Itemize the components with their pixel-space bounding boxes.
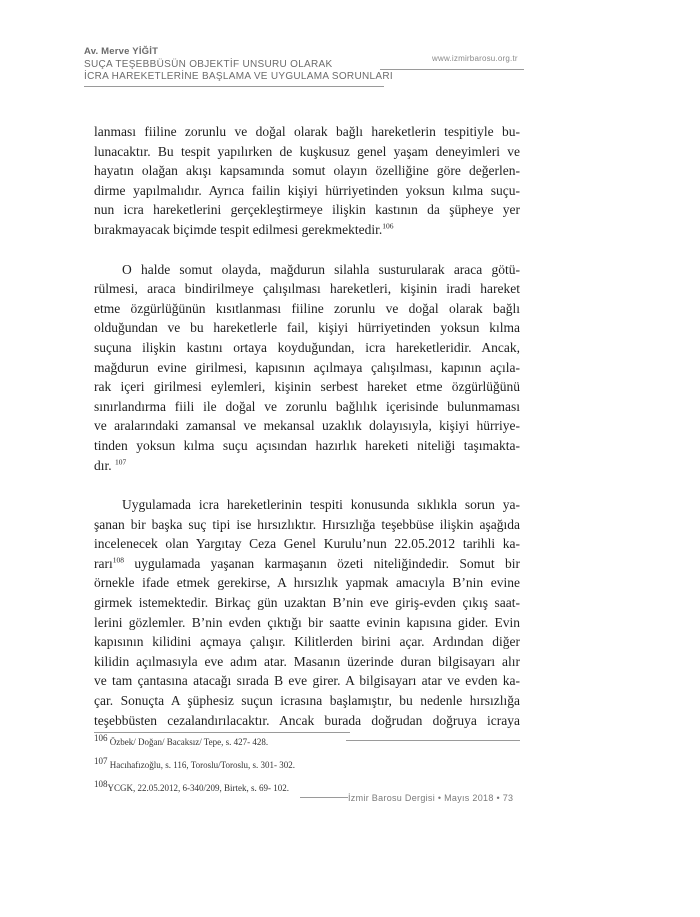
footnote-107 (94, 756, 514, 771)
text-line-prefix: rarı (94, 555, 113, 571)
text-line: dirme yapılmalıdır. Ayrıca failin kişiyi hürriyetinden yoksun kılma suçu- (94, 182, 520, 198)
text-line: lanması fiiline zorunlu ve doğal olarak bağlı hareketlerin tespitiyle bu- (94, 124, 520, 139)
author-name: Av. Merve YİĞİT (84, 46, 159, 57)
paragraph-3 (94, 495, 520, 730)
footnote-separator (94, 732, 350, 733)
article-title-line-2: İCRA HAREKETLERİNE BAŞLAMA VE UYGULAMA SORUNLARI (84, 71, 393, 82)
footnote-ref-107[interactable]: 107 (115, 457, 127, 466)
text-line: nun icra hareketlerini gerçekleştirmeye ilişkin kastının da şüpheye yer (94, 202, 520, 218)
footnote-text: YCGK, 22.05.2012, 6-340/209, Birtek, s. 69- 102. (107, 783, 289, 793)
text-line: şanan bir başka suç tipi ise hırsızlıktır. Hırsızlığa teşebbüse ilişkin aşağıda (94, 516, 520, 532)
text-line-content: dır. (94, 457, 112, 473)
footnote-ref-106[interactable]: 106 (382, 221, 394, 231)
footnote-number: 107 (94, 756, 108, 766)
footer-separator: • (496, 793, 500, 803)
text-line: kapısının kilidini açmaya çalışır. Kilitlerden birini açar. Ardından diğer (94, 634, 520, 650)
text-line: sınırlandırma fiili ile doğal ve zorunlu bağlılık içerisinde bulunmaması (94, 398, 520, 414)
text-line: incelenecek olan Yargıtay Ceza Genel Kurulu’nun 22.05.2012 tarihli ka- (94, 536, 520, 552)
text-line (94, 554, 520, 574)
article-title-line-1: SUÇA TEŞEBBÜSÜN OBJEKTİF UNSURU OLARAK (84, 59, 333, 70)
body-text (94, 122, 520, 730)
text-line: çar. Sonuçta A şüphesiz suçun icrasına başlamıştır, bu nedenle hırsızlığa (94, 693, 520, 709)
text-line: hayatın olağan akışı kapsamında somut olayın özelliğine göre değerlen- (94, 163, 520, 179)
text-line: örnekle ifade etmek gerekirse, A hırsızlık yapmak amacıyla B’nin evine (94, 575, 520, 591)
text-line: ve aralarındaki zamansal ve mekansal uzaklık dolayısıyla, kişiyi hürriye- (94, 418, 520, 434)
journal-name: İzmir Barosu Dergisi (348, 793, 436, 803)
text-line: ve tam çantasına atacağı sırada B eve girer. A bilgisayarı atar ve evden ka- (94, 673, 520, 689)
text-line-last (94, 456, 520, 476)
paragraph-2 (94, 260, 520, 476)
text-line: suçuna ilişkin kastını ortaya koyduğundan, icra hareketleridir. Ancak, (94, 339, 520, 355)
footnote-106 (94, 733, 514, 748)
header-rule-upper (380, 69, 524, 70)
text-line-content: bırakmayacak biçimde tespit edilmesi gerekmektedir. (94, 221, 383, 237)
text-line: girmek istemektedir. Birkaç gün uzaktan B’nin eve giriş-evden çıkış saat- (94, 595, 520, 611)
text-line-last (94, 220, 520, 240)
footnote-ref-108[interactable]: 108 (112, 555, 124, 565)
text-line: rülmesi, araca bindirilmeye çalışılması hareketleri, kişinin iradi hareket (94, 281, 520, 297)
website-url: www.izmirbarosu.org.tr (432, 54, 518, 63)
text-line: rak içeri girilmesi eylemleri, kişinin serbest hareket etme özgürlüğünü (94, 379, 520, 395)
issue-date: Mayıs 2018 (444, 793, 494, 803)
page-footer (348, 793, 513, 803)
text-line: O halde somut olayda, mağdurun silahla susturularak araca götü- (122, 261, 520, 277)
text-line: lerini gözlemler. B’nin evden çıktığı bir saatte evinin kapısına gider. Evin (94, 614, 520, 630)
text-line: Uygulamada icra hareketlerinin tespiti konusunda sıklıkla sorun ya- (122, 497, 520, 513)
footer-separator: • (437, 793, 442, 803)
footnote-number: 106 (94, 733, 108, 743)
footer-rule (300, 797, 348, 798)
header-rule (84, 86, 384, 87)
text-line: mağdurun evine girilmesi, kapısının açılmaya çalışılması, kapının açıla- (94, 359, 520, 375)
footnote-text: Hacıhafızoğlu, s. 116, Toroslu/Toroslu, s. 301- 302. (109, 760, 295, 770)
text-line-content: uygulamada yaşanan karmaşanın özeti niteliğindedir. Somut bir (134, 555, 520, 571)
text-line: tinden yoksun kılma suçu açısından hazırlık hareketi niteliği taşımakta- (94, 437, 520, 453)
paragraph-1 (94, 122, 520, 240)
text-line: teşebbüsten cezalandırılacaktır. Ancak burada doğrudan doğruya icraya (94, 712, 520, 728)
text-line: kilidin açılmasıyla eve adım atar. Masanın üzerinde duran bilgisayarı alır (94, 653, 520, 669)
text-line: lunacaktır. Bu tespit yapılırken de kuşkusuz genel yaşam deneyimleri ve (94, 143, 520, 159)
footnote-text: Özbek/ Doğan/ Bacaksız/ Tepe, s. 427- 428. (109, 737, 269, 747)
text-line: olduğundan ve bu hareketlerle fail, kişiyi hürriyetinden yoksun kılma (94, 320, 520, 336)
footnote-number: 108 (94, 779, 108, 789)
text-line: etme özgürlüğünün kısıtlanması fiiline zorunlu ve doğal olarak bağlı (94, 300, 520, 316)
page-number: 73 (502, 793, 514, 803)
